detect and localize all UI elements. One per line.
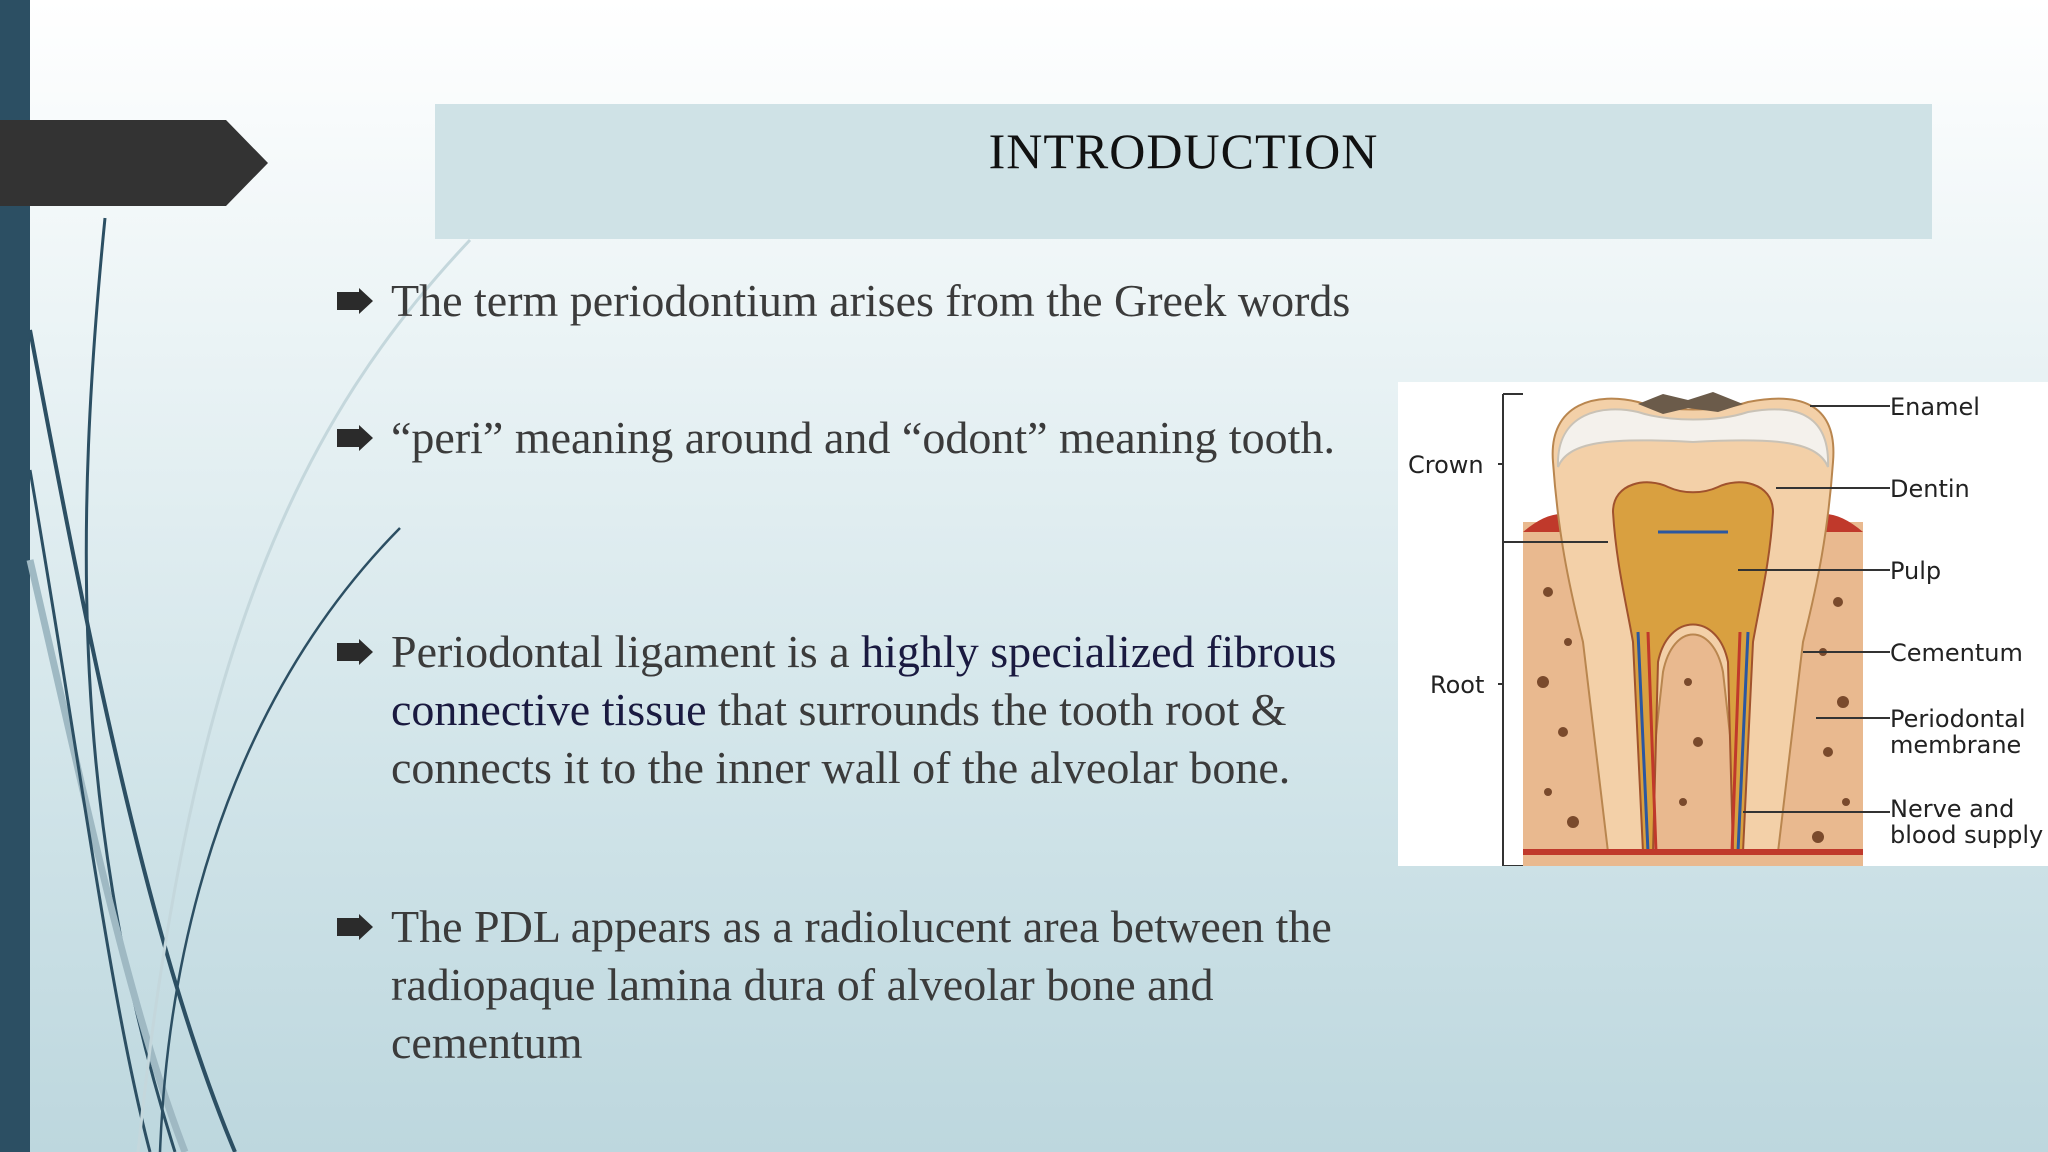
list-item bbox=[335, 272, 1350, 330]
title-tab bbox=[0, 120, 270, 206]
bullet-arrow-icon bbox=[335, 409, 391, 467]
list-item bbox=[335, 898, 1415, 1072]
bullet-arrow-icon bbox=[335, 898, 391, 956]
list-item bbox=[335, 623, 1415, 797]
bullet-arrow-icon bbox=[335, 623, 391, 681]
bullet-text bbox=[391, 623, 1415, 797]
title-band bbox=[435, 104, 1932, 239]
tooth-diagram bbox=[1398, 382, 2048, 866]
bullet-text: The PDL appears as a radiolucent area between the radiopaque lamina dura of alveolar bone and cementum bbox=[391, 901, 1332, 1068]
tooth-illustration bbox=[1398, 382, 2048, 866]
label-periodontal-line2: membrane bbox=[1890, 731, 2022, 759]
label-nerve-line2: blood supply bbox=[1890, 821, 2044, 849]
label-root: Root bbox=[1430, 671, 1485, 699]
list-item bbox=[335, 409, 1351, 467]
label-nerve bbox=[1890, 796, 2043, 848]
bullet-text: The term periodontium arises from the Greek words bbox=[391, 275, 1351, 326]
page-title: INTRODUCTION bbox=[988, 123, 1379, 179]
label-nerve-line1: Nerve and bbox=[1890, 795, 2015, 823]
label-cementum: Cementum bbox=[1890, 639, 2023, 667]
label-periodontal-line1: Periodontal bbox=[1890, 705, 2026, 733]
label-crown: Crown bbox=[1408, 451, 1484, 479]
label-periodontal bbox=[1890, 706, 2026, 758]
label-enamel: Enamel bbox=[1890, 393, 1980, 421]
bullet-text: “peri” meaning around and “odont” meaning tooth. bbox=[391, 412, 1335, 463]
bullet-arrow-icon bbox=[335, 272, 391, 330]
label-dentin: Dentin bbox=[1890, 475, 1970, 503]
label-pulp: Pulp bbox=[1890, 557, 1942, 585]
bullet-text-pre: Periodontal ligament is a bbox=[391, 626, 862, 677]
bullet-text-post: that surrounds the tooth root & connects it to the inner wall of the alveolar bone. bbox=[391, 684, 1291, 793]
bullet-highlight: highly specialized fibrous connective tissue bbox=[391, 626, 1337, 735]
